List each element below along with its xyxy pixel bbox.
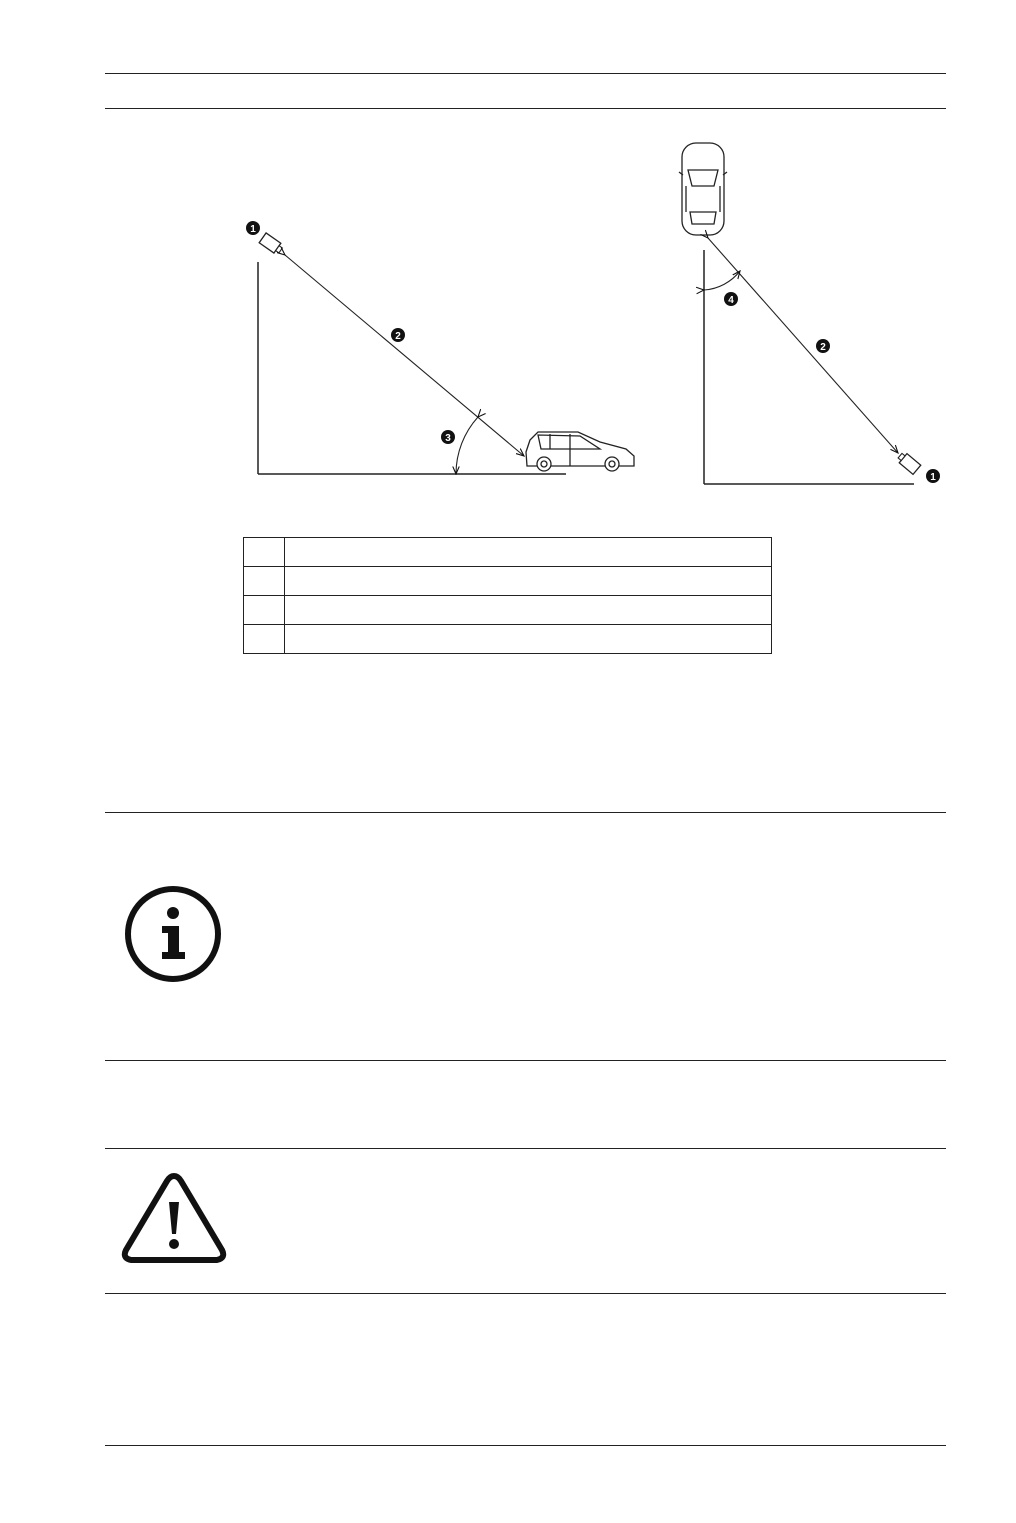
distance-line-top (708, 238, 898, 453)
caution-bottom-rule (105, 1293, 946, 1294)
notice-bottom-rule (105, 1060, 946, 1061)
callout-1-label: 1 (250, 224, 256, 235)
distance-line-side (285, 255, 524, 456)
top-view-diagram (679, 143, 940, 484)
callout-2-side (391, 328, 405, 342)
callout-1-side (246, 221, 260, 235)
info-circle-icon (122, 883, 224, 985)
warning-triangle-icon (118, 1168, 230, 1268)
notice-top-rule (105, 812, 946, 813)
table-row (244, 596, 772, 625)
callout-2-label: 2 (820, 342, 826, 353)
callout-3-side (441, 430, 455, 444)
side-view-diagram (246, 221, 634, 474)
legend-description (285, 625, 772, 654)
legend-number (244, 596, 285, 625)
callout-1-top (926, 469, 940, 483)
legend-number (244, 625, 285, 654)
angle-arc-top (704, 271, 740, 290)
legend-number (244, 567, 285, 596)
legend-description (285, 538, 772, 567)
car-side-view (526, 432, 634, 471)
legend-table (243, 537, 772, 654)
table-row (244, 538, 772, 567)
callout-2-top (816, 339, 830, 353)
angle-arc-side (456, 417, 478, 474)
table-row (244, 567, 772, 596)
car-top-view (679, 143, 727, 235)
legend-description (285, 596, 772, 625)
camera-side-view (259, 233, 284, 255)
table-row (244, 625, 772, 654)
callout-2-label: 2 (395, 331, 401, 342)
callout-1-label: 1 (930, 472, 936, 483)
legend-number (244, 538, 285, 567)
camera-top-view (896, 451, 921, 474)
footer-rule (105, 1445, 946, 1446)
callout-3-label: 3 (445, 433, 451, 444)
camera-installation-figure (0, 0, 1016, 520)
legend-description (285, 567, 772, 596)
callout-4-top (724, 292, 738, 306)
callout-4-label: 4 (728, 295, 734, 306)
caution-top-rule (105, 1148, 946, 1149)
